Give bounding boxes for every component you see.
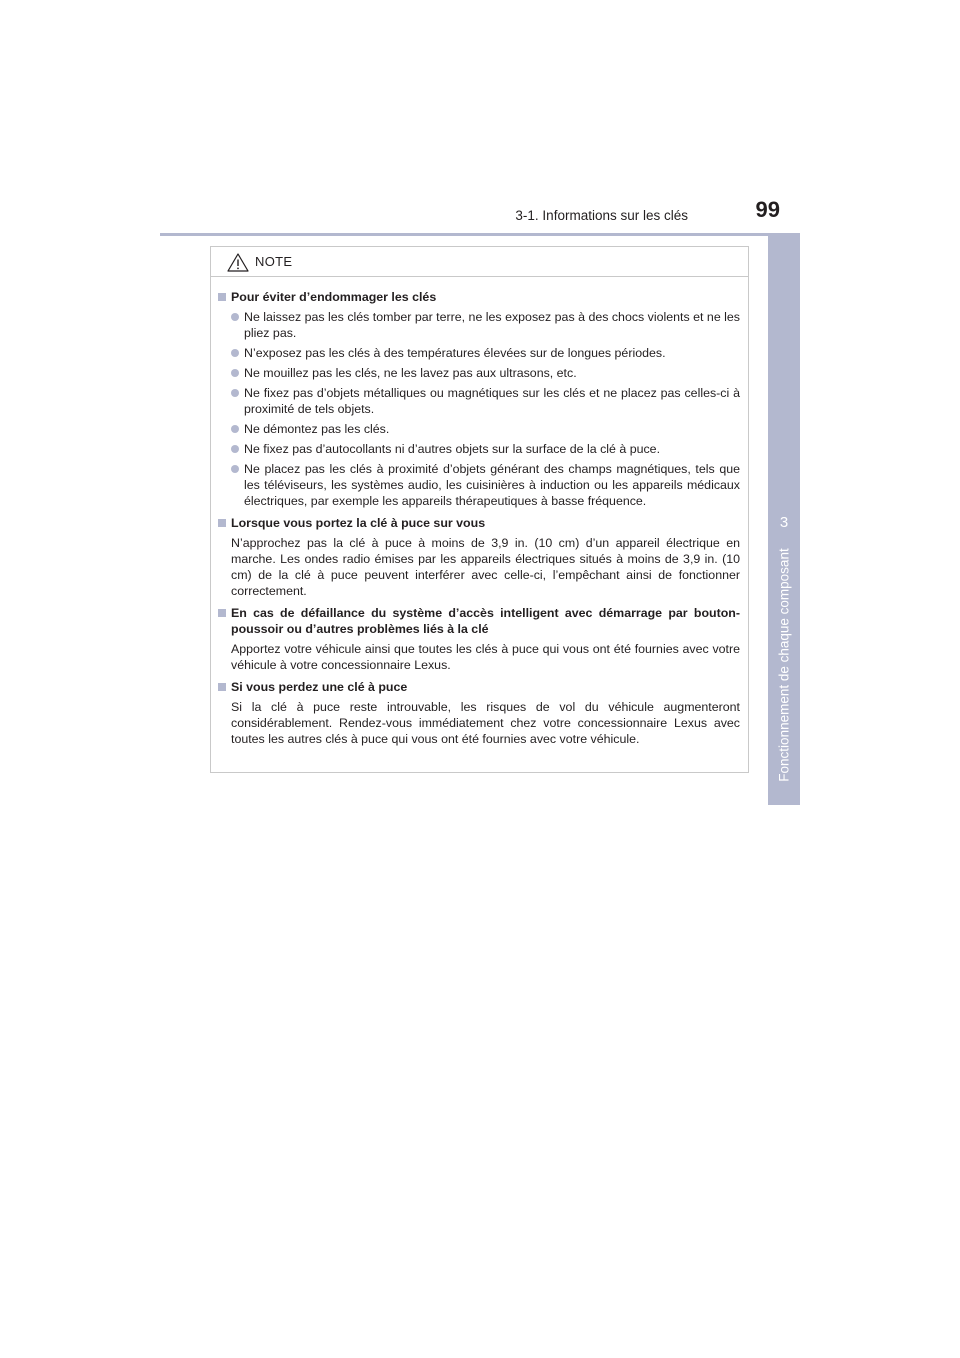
square-bullet-icon: [218, 519, 226, 527]
list-item: [218, 345, 740, 361]
list-item: [218, 309, 740, 341]
header-section-title: 3-1. Informations sur les clés: [515, 208, 688, 223]
circle-bullet-icon: [231, 445, 239, 453]
list-item-text: Ne placez pas les clés à proximité d’objets générant des champs magnétiques, tels que les téléviseurs, les systèmes audio, les cuisinières à induction ou les appareils médicaux électriques, par exemple les appareils thérapeutiques à basse fréquence.: [244, 462, 740, 508]
section-title: Lorsque vous portez la clé à puce sur vous: [231, 516, 486, 530]
list-item: [218, 385, 740, 417]
list-item-text: Ne laissez pas les clés tomber par terre, ne les exposez pas à des chocs violents et ne les pliez pas.: [244, 310, 740, 340]
list-item: [218, 461, 740, 509]
header-rule: [160, 233, 800, 236]
section-paragraph: Si la clé à puce reste introuvable, les risques de vol du véhicule augmenteront considérablement. Rendez-vous immédiatement chez votre concessionnaire Lexus avec toutes les autres clés à puce qui vous ont été fournies avec votre véhicule.: [231, 700, 740, 746]
chapter-side-tab: [768, 233, 800, 805]
square-bullet-icon: [218, 683, 226, 691]
square-bullet-icon: [218, 293, 226, 301]
circle-bullet-icon: [231, 425, 239, 433]
section-paragraph: N’approchez pas la clé à puce à moins de 3,9 in. (10 cm) d’un appareil électrique en marche. Les ondes radio émises par les appareils électriques situés à moins de 3,9 in. (10 cm) de la clé à puce peuvent interférer avec celle-ci, l’empêchant ainsi de fonctionner correctement.: [231, 536, 740, 598]
list-item-text: Ne fixez pas d’autocollants ni d’autres objets sur la surface de la clé à puce.: [244, 442, 661, 456]
section-heading: [218, 679, 740, 695]
list-item: [218, 441, 740, 457]
page-number: 99: [755, 197, 780, 222]
circle-bullet-icon: [231, 369, 239, 377]
circle-bullet-icon: [231, 313, 239, 321]
square-bullet-icon: [218, 609, 226, 617]
section-title: En cas de défaillance du système d’accès intelligent avec démarrage par bouton-poussoir ou d’autres problèmes liés à la clé: [231, 606, 740, 636]
circle-bullet-icon: [231, 349, 239, 357]
circle-bullet-icon: [231, 389, 239, 397]
note-title: NOTE: [255, 254, 293, 269]
section-heading: [218, 289, 740, 305]
list-item-text: Ne démontez pas les clés.: [244, 422, 390, 436]
note-body: [211, 277, 748, 747]
section-paragraph: Apportez votre véhicule ainsi que toutes les clés à puce qui vous ont été fournies avec votre véhicule à votre concessionnaire Lexus.: [231, 642, 740, 672]
list-item: [218, 365, 740, 381]
warning-triangle-icon: [227, 253, 249, 272]
chapter-label: Fonctionnement de chaque composant: [776, 548, 792, 782]
section-heading: [218, 605, 740, 637]
section-title: Si vous perdez une clé à puce: [231, 680, 408, 694]
chapter-number: 3: [779, 514, 789, 531]
note-header: [211, 247, 748, 277]
section-title: Pour éviter d’endommager les clés: [231, 290, 437, 304]
list-item-text: Ne mouillez pas les clés, ne les lavez pas aux ultrasons, etc.: [244, 366, 577, 380]
section-heading: [218, 515, 740, 531]
list-item: [218, 421, 740, 437]
note-box: [210, 246, 749, 773]
list-item-text: N’exposez pas les clés à des températures élevées sur de longues périodes.: [244, 346, 666, 360]
list-item-text: Ne fixez pas d’objets métalliques ou magnétiques sur les clés et ne placez pas celles-ci à proximité de tels objets.: [244, 386, 740, 416]
circle-bullet-icon: [231, 465, 239, 473]
